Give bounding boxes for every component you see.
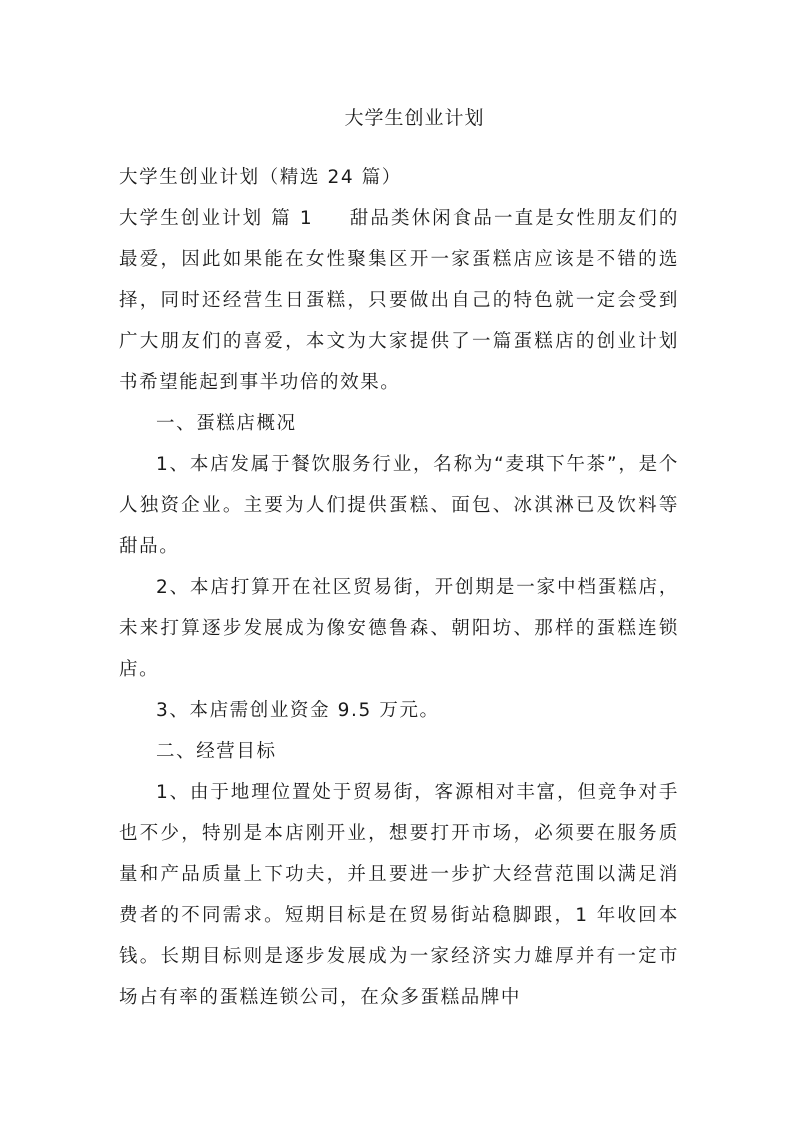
- document-subtitle: 大学生创业计划（精选 24 篇）: [119, 167, 402, 188]
- section2-paragraph-1: 1、由于地理位置处于贸易街，客源相对丰富，但竞争对手也不少，特别是本店刚开业，想要打开市场，必须要在服务质量和产品质量上下功夫，并且要进一步扩大经营范围以满足消费者的不同需求。短期目标是在贸易街站稳脚跟，1 年收回本钱。长期目标则是逐步发展成为一家经济实力雄厚并有一定市场占有率的蛋糕连锁公司，在众多蛋糕品牌中: [119, 782, 679, 1008]
- section1-paragraph-2: 2、本店打算开在社区贸易街，开创期是一家中档蛋糕店，未来打算逐步发展成为像安德鲁森、朝阳坊、那样的蛋糕连锁店。: [119, 577, 679, 680]
- section2-heading: 二、经营目标: [156, 741, 277, 762]
- intro-paragraph: [119, 198, 679, 403]
- section1-heading: 一、蛋糕店概况: [156, 413, 297, 434]
- document-body: [119, 157, 679, 1018]
- intro-label: 大学生创业计划 篇 1: [119, 208, 314, 229]
- section1-paragraph-1: 1、本店发属于餐饮服务行业，名称为“麦琪下午茶”，是个人独资企业。主要为人们提供蛋糕、面包、冰淇淋已及饮料等甜品。: [119, 454, 679, 557]
- intro-text: 甜品类休闲食品一直是女性朋友们的最爱，因此如果能在女性聚集区开一家蛋糕店应该是不错的选择，同时还经营生日蛋糕，只要做出自己的特色就一定会受到广大朋友们的喜爱，本文为大家提供了一篇蛋糕店的创业计划书希望能起到事半功倍的效果。: [119, 208, 679, 393]
- section1-paragraph-3: 3、本店需创业资金 9.5 万元。: [156, 700, 440, 721]
- document-title: 大学生创业计划: [344, 107, 485, 129]
